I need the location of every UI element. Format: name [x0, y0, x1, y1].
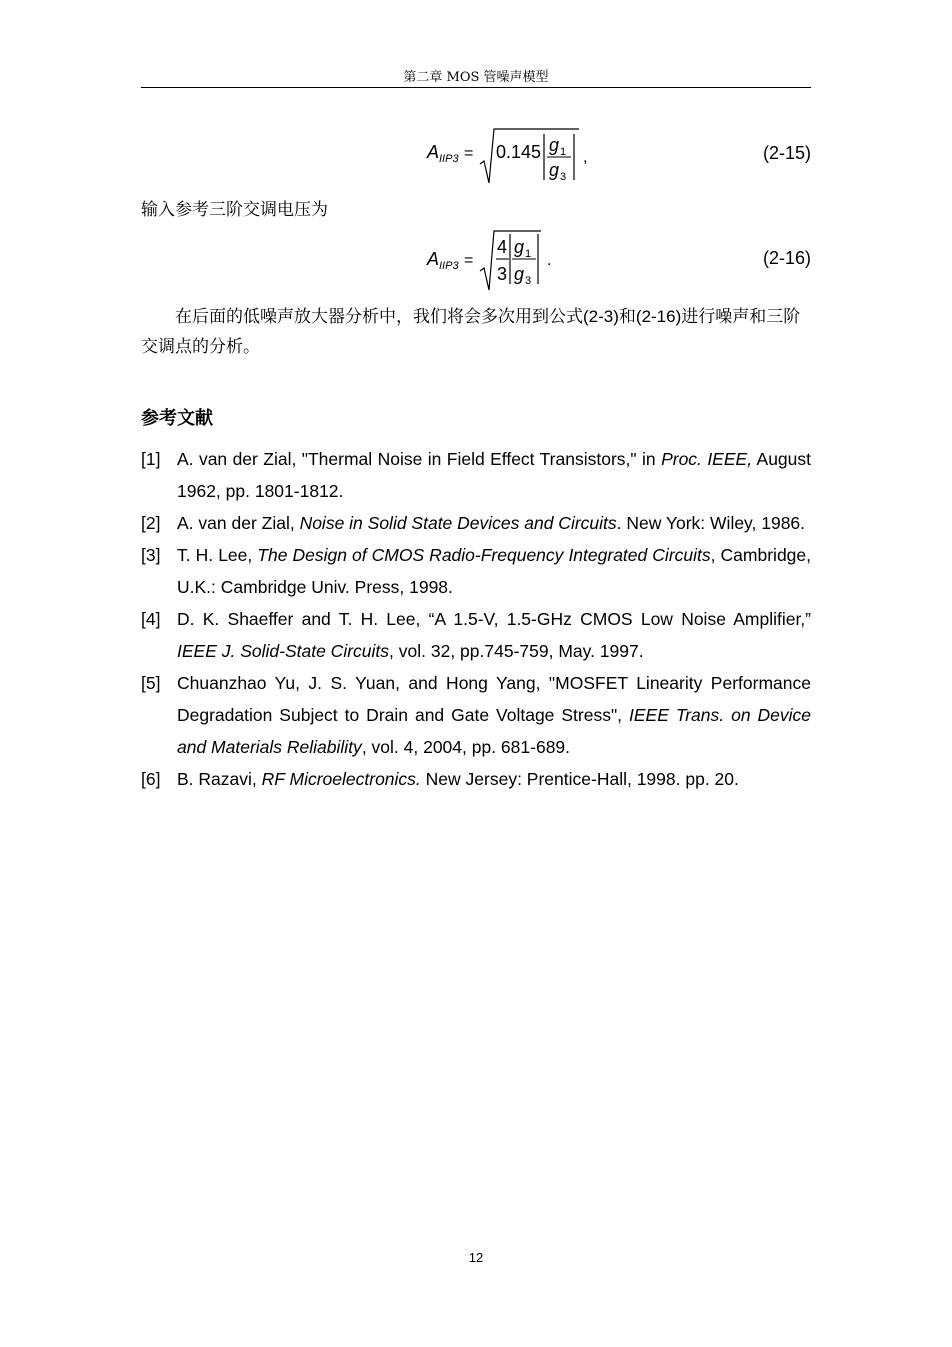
eq2-denominator: g — [514, 264, 525, 284]
reference-text-post: New Jersey: Prentice-Hall, 1998. pp. 20. — [420, 769, 739, 789]
eq1-numerator-sub: 1 — [560, 146, 567, 158]
body-paragraph — [141, 302, 811, 362]
eq1-lhs-main: A — [427, 142, 440, 162]
eq2-trailing: . — [547, 252, 552, 269]
reference-italic: RF Microelectronics. — [261, 769, 421, 789]
eq2-numerator: g — [514, 237, 525, 257]
reference-italic: IEEE Trans. on Device and Materials Reliability — [177, 705, 812, 757]
reference-text: A. van der Zial, — [177, 513, 300, 533]
reference-text: D. K. Shaeffer and T. H. Lee, “A 1.5-V, 1.5-GHz CMOS Low Noise Amplifier,” — [177, 609, 811, 629]
reference-number: [2] — [141, 513, 161, 533]
intro-line: 输入参考三阶交调电压为 — [141, 200, 328, 220]
references-heading: 参考文献 — [141, 408, 213, 428]
header-rule — [141, 87, 811, 88]
reference-text: T. H. Lee, — [177, 545, 258, 565]
reference-text-post: , vol. 32, pp.745-759, May. 1997. — [389, 641, 644, 661]
eq2-equals: = — [464, 252, 474, 269]
reference-text-post: , vol. 4, 2004, pp. 681-689. — [361, 737, 571, 757]
reference-list — [141, 443, 811, 795]
reference-item-1 — [141, 443, 811, 507]
reference-italic: The Design of CMOS Radio-Frequency Integrated Circuits — [257, 545, 711, 565]
eq2-lhs-sub: IIP3 — [439, 260, 459, 272]
reference-text-post: . New York: Wiley, 1986. — [616, 513, 806, 533]
reference-text-post: , Cambridge, U.K.: Cambridge Univ. Press, 1998. — [177, 545, 811, 597]
eq1-lhs-sub: IIP3 — [439, 153, 459, 165]
equation-number-2-16: (2-16) — [762, 248, 811, 268]
eq1-denominator: g — [549, 160, 560, 180]
running-header: 第二章 MOS 管噪声模型 — [403, 70, 549, 85]
eq2-frac-numerator: 4 — [497, 237, 508, 257]
reference-italic: Proc. IEEE, — [661, 449, 753, 469]
reference-text: B. Razavi, — [177, 769, 262, 789]
equation-number-2-15: (2-15) — [762, 143, 811, 163]
equation-2-16 — [141, 219, 811, 289]
equation-2-16-formula — [141, 219, 811, 299]
reference-item-6 — [141, 763, 811, 795]
reference-item-3 — [141, 539, 811, 603]
eq2-numerator-sub: 1 — [525, 248, 532, 260]
page-number: 12 — [468, 1250, 484, 1265]
eq2-denominator-sub: 3 — [525, 275, 532, 287]
para-part1: 在后面的低噪声放大器分析中，我们将会多次用到公式 — [175, 307, 583, 327]
reference-text: A. van der Zial, "Thermal Noise in Field Effect Transistors," in — [177, 449, 662, 469]
reference-item-5 — [141, 667, 811, 763]
reference-text: Chuanzhao Yu, J. S. Yuan, and Hong Yang, "MOSFET Linearity Performance Degradation Subject to Drain and Gate Voltage Stress", — [177, 673, 811, 725]
reference-item-2 — [141, 507, 811, 539]
reference-number: [5] — [141, 673, 161, 693]
para-equation-ref-1: (2-3) — [583, 307, 619, 326]
reference-item-4 — [141, 603, 811, 667]
para-equation-ref-2: (2-16) — [635, 307, 682, 326]
eq1-trailing: , — [583, 149, 588, 166]
eq1-coefficient: 0.145 — [496, 142, 542, 162]
reference-text-post: August 1962, pp. 1801-1812. — [177, 449, 812, 501]
eq1-equals: = — [464, 145, 474, 162]
eq1-numerator: g — [549, 135, 560, 155]
equation-2-15-formula — [141, 112, 811, 192]
reference-italic: IEEE J. Solid-State Circuits — [177, 641, 390, 661]
reference-number: [1] — [141, 449, 161, 469]
reference-number: [6] — [141, 769, 161, 789]
para-part3: 进行噪声和三阶交调点的分析。 — [141, 307, 801, 357]
eq2-frac-denominator: 3 — [497, 264, 508, 284]
reference-italic: Noise in Solid State Devices and Circuits — [299, 513, 617, 533]
para-part2: 和 — [618, 307, 636, 327]
reference-number: [4] — [141, 609, 161, 629]
equation-2-15 — [141, 112, 811, 182]
eq2-lhs-main: A — [427, 249, 440, 269]
eq1-denominator-sub: 3 — [560, 171, 567, 183]
reference-number: [3] — [141, 545, 161, 565]
